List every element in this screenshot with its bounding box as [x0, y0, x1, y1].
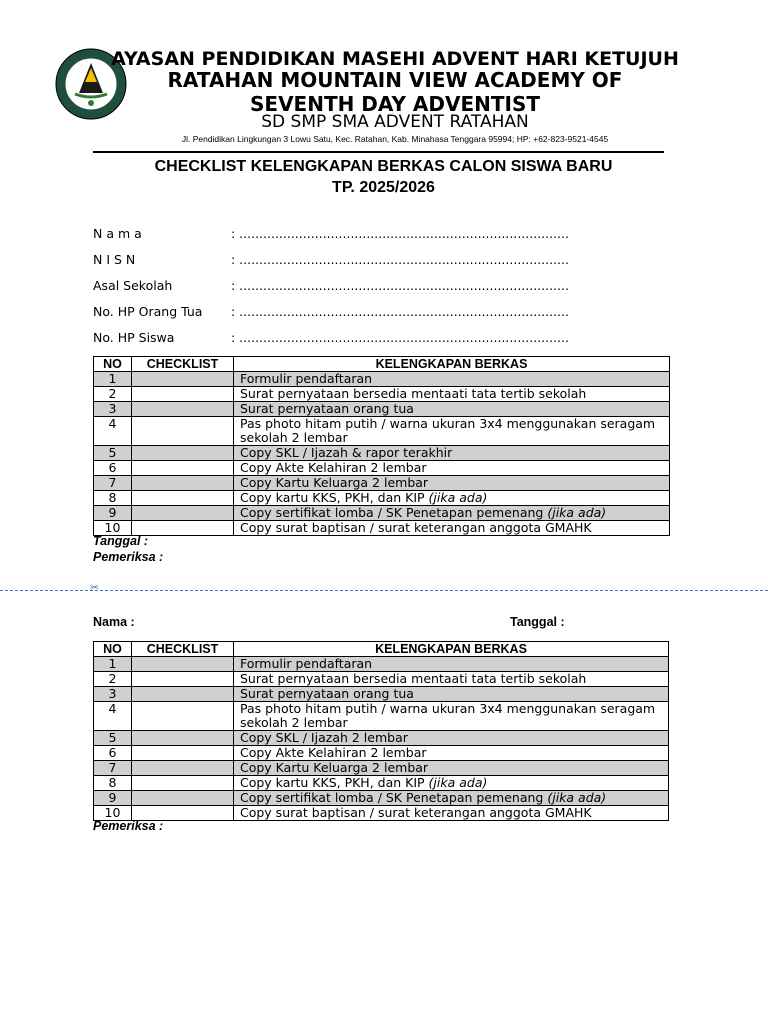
receipt-nama-label: Nama : [93, 615, 135, 629]
table-row [94, 687, 669, 702]
header-items: KELENGKAPAN BERKAS [234, 357, 670, 372]
school-name-line2: SEVENTH DAY ADVENTIST [250, 92, 540, 116]
header-checklist: CHECKLIST [132, 642, 234, 657]
checklist-cell[interactable] [132, 746, 234, 761]
item-text: Copy sertifikat lomba / SK Penetapan pemenang [240, 790, 548, 805]
checklist-cell[interactable] [132, 702, 234, 731]
row-number: 3 [94, 402, 132, 417]
table-row [94, 402, 670, 417]
item-text: Surat pernyataan orang tua [240, 401, 414, 416]
checklist-cell[interactable] [132, 417, 234, 446]
checklist-cell[interactable] [132, 387, 234, 402]
checklist-cell[interactable] [132, 672, 234, 687]
checklist-cell[interactable] [132, 657, 234, 672]
item-note: (jika ada) [547, 505, 607, 520]
field-nama: N a m a : ................................................................................... [93, 226, 569, 241]
table-row [94, 372, 670, 387]
checklist-cell[interactable] [132, 791, 234, 806]
table-row [94, 506, 670, 521]
table-row [94, 731, 669, 746]
item-cell [234, 387, 670, 402]
item-cell [234, 521, 670, 536]
table-header-row [94, 357, 670, 372]
checklist-cell[interactable] [132, 476, 234, 491]
item-text: Copy Akte Kelahiran 2 lembar [240, 745, 427, 760]
checklist-cell[interactable] [132, 776, 234, 791]
table-row [94, 791, 669, 806]
table-row [94, 387, 670, 402]
row-number: 8 [94, 776, 132, 791]
header-items: KELENGKAPAN BERKAS [234, 642, 669, 657]
item-cell [234, 476, 670, 491]
item-cell [234, 657, 669, 672]
row-number: 1 [94, 372, 132, 387]
row-number: 2 [94, 672, 132, 687]
table-row [94, 776, 669, 791]
table-row [94, 461, 670, 476]
field-hp-ortu: No. HP Orang Tua : ................................................................................... [93, 304, 569, 319]
table-row [94, 702, 669, 731]
row-number: 7 [94, 761, 132, 776]
item-cell [234, 506, 670, 521]
header-no: NO [94, 642, 132, 657]
checklist-cell[interactable] [132, 761, 234, 776]
item-cell [234, 461, 670, 476]
row-number: 10 [94, 521, 132, 536]
item-cell [234, 746, 669, 761]
row-number: 4 [94, 702, 132, 731]
checklist-cell[interactable] [132, 446, 234, 461]
item-cell [234, 417, 670, 446]
school-levels: SD SMP SMA ADVENT RATAHAN [261, 112, 529, 132]
cut-line [0, 590, 768, 591]
item-cell [234, 702, 669, 731]
item-cell [234, 372, 670, 387]
item-note: (jika ada) [428, 490, 488, 505]
checklist-table [93, 356, 670, 536]
item-text: Copy surat baptisan / surat keterangan anggota GMAHK [240, 805, 592, 820]
item-text: Pas photo hitam putih / warna ukuran 3x4 menggunakan seragam sekolah 2 lembar [240, 416, 656, 445]
row-number: 2 [94, 387, 132, 402]
row-number: 10 [94, 806, 132, 821]
item-text: Copy SKL / Ijazah 2 lembar [240, 730, 408, 745]
item-text: Formulir pendaftaran [240, 371, 373, 386]
row-number: 1 [94, 657, 132, 672]
item-text: Surat pernyataan bersedia mentaati tata tertib sekolah [240, 386, 587, 401]
field-nisn: N I S N : ................................................................................... [93, 252, 569, 267]
doc-title: CHECKLIST KELENGKAPAN BERKAS CALON SISWA BARU [154, 158, 613, 175]
school-name-line1: RATAHAN MOUNTAIN VIEW ACADEMY OF [167, 68, 623, 92]
table-row [94, 476, 670, 491]
table-row [94, 672, 669, 687]
item-text: Copy SKL / Ijazah & rapor terakhir [240, 445, 453, 460]
header-divider [93, 151, 664, 153]
table-row [94, 657, 669, 672]
table-row [94, 521, 670, 536]
checklist-cell[interactable] [132, 372, 234, 387]
table-header-row [94, 642, 669, 657]
field-asal-sekolah: Asal Sekolah : ................................................................................... [93, 278, 569, 293]
table-row [94, 491, 670, 506]
item-text: Copy Kartu Keluarga 2 lembar [240, 475, 429, 490]
item-text: Copy Kartu Keluarga 2 lembar [240, 760, 429, 775]
student-fields [93, 226, 569, 356]
row-number: 6 [94, 461, 132, 476]
header-checklist: CHECKLIST [132, 357, 234, 372]
school-address: Jl. Pendidikan Lingkungan 3 Lowu Satu, Kec. Ratahan, Kab. Minahasa Tenggara 95994; HP: +62-823-9521-4545 [181, 134, 609, 144]
item-text: Surat pernyataan bersedia mentaati tata tertib sekolah [240, 671, 587, 686]
item-text: Copy Akte Kelahiran 2 lembar [240, 460, 427, 475]
item-cell [234, 491, 670, 506]
item-text: Pas photo hitam putih / warna ukuran 3x4 menggunakan seragam sekolah 2 lembar [240, 701, 656, 730]
item-text: Copy sertifikat lomba / SK Penetapan pemenang [240, 505, 548, 520]
row-number: 3 [94, 687, 132, 702]
item-note: (jika ada) [547, 790, 607, 805]
item-text: Formulir pendaftaran [240, 656, 373, 671]
field-hp-siswa: No. HP Siswa : ................................................................................... [93, 330, 569, 345]
doc-subtitle: TP. 2025/2026 [332, 179, 435, 196]
row-number: 7 [94, 476, 132, 491]
row-number: 4 [94, 417, 132, 446]
checklist-cell[interactable] [132, 402, 234, 417]
row-number: 9 [94, 791, 132, 806]
item-text: Surat pernyataan orang tua [240, 686, 414, 701]
item-cell [234, 776, 669, 791]
table-row [94, 806, 669, 821]
table-row [94, 446, 670, 461]
table-row [94, 417, 670, 446]
item-cell [234, 402, 670, 417]
item-note: (jika ada) [428, 775, 488, 790]
scissors-icon: ✂ [90, 581, 100, 594]
checklist-cell[interactable] [132, 731, 234, 746]
receipt-tanggal-label: Tanggal : [510, 615, 565, 629]
item-text: Copy kartu KKS, PKH, dan KIP [240, 775, 429, 790]
checklist-cell[interactable] [132, 506, 234, 521]
row-number: 6 [94, 746, 132, 761]
item-cell [234, 731, 669, 746]
table-row [94, 746, 669, 761]
checklist-cell[interactable] [132, 461, 234, 476]
tanggal-label: Tanggal : [93, 534, 149, 548]
receipt-checklist-table [93, 641, 669, 821]
item-cell [234, 761, 669, 776]
receipt-pemeriksa-label: Pemeriksa : [93, 819, 164, 833]
item-cell [234, 806, 669, 821]
item-cell [234, 791, 669, 806]
checklist-cell[interactable] [132, 491, 234, 506]
row-number: 9 [94, 506, 132, 521]
row-number: 5 [94, 446, 132, 461]
header-no: NO [94, 357, 132, 372]
item-text: Copy surat baptisan / surat keterangan anggota GMAHK [240, 520, 592, 535]
item-cell [234, 687, 669, 702]
item-text: Copy kartu KKS, PKH, dan KIP [240, 490, 429, 505]
table-row [94, 761, 669, 776]
row-number: 5 [94, 731, 132, 746]
pemeriksa-label: Pemeriksa : [93, 550, 164, 564]
foundation-name: AYASAN PENDIDIKAN MASEHI ADVENT HARI KETUJUH [111, 48, 679, 70]
row-number: 8 [94, 491, 132, 506]
item-cell [234, 672, 669, 687]
item-cell [234, 446, 670, 461]
checklist-cell[interactable] [132, 687, 234, 702]
